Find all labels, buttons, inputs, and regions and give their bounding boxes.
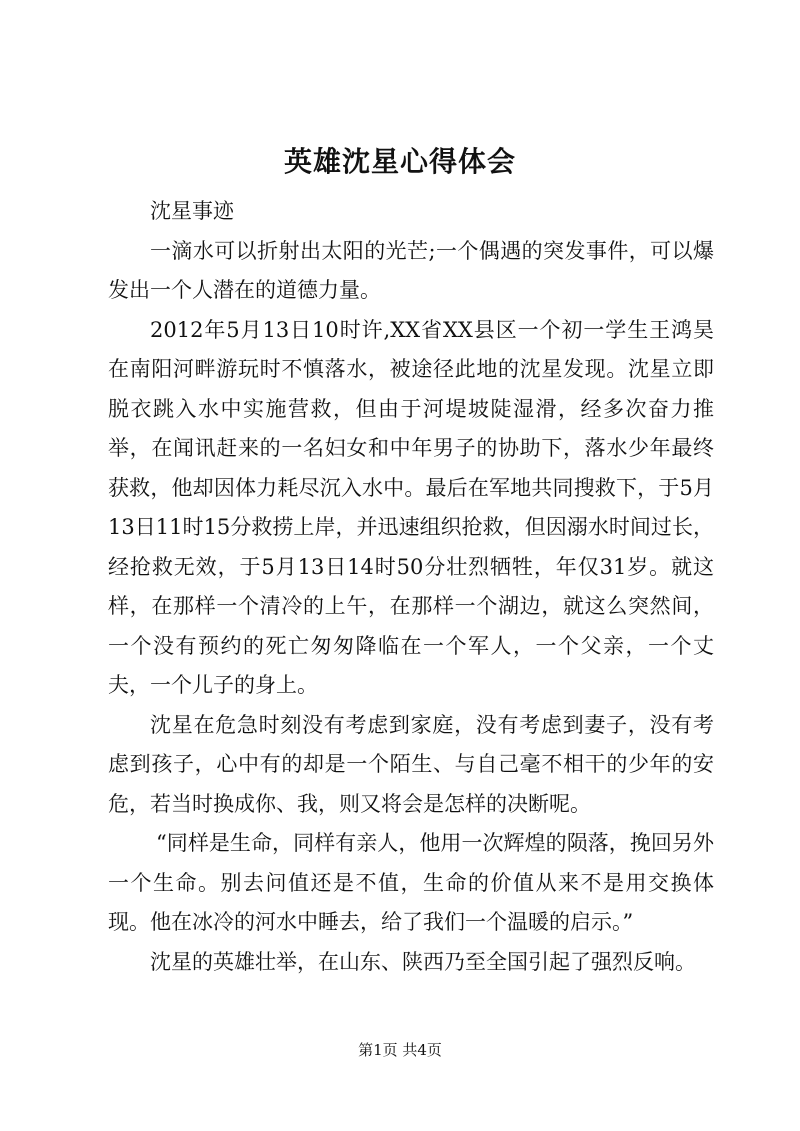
- document-title: 英雄沈星心得体会: [283, 145, 516, 178]
- paragraph-impact: 沈星的英雄壮举，在山东、陕西乃至全国引起了强烈反响。: [150, 949, 696, 974]
- section-heading: 沈星事迹: [150, 199, 234, 223]
- paragraph-quote: “同样是生命，同样有亲人，他用一次辉煌的陨落，挽回另外一个生命。别去问值还是不值，生命的价值从来不是用交换体现。他在冰冷的河水中睡去，给了我们一个温暖的启示。”: [108, 831, 714, 934]
- page-number: 第1页 共4页: [358, 1041, 442, 1059]
- paragraph-event: 2012年5月13日10时许,XX省XX县区一个初一学生王鸿昊在南阳河畔游玩时不慎落水，被途径此地的沈星发现。沈星立即脱衣跳入水中实施营救，但由于河堤坡陡湿滑，经多次奋力推举，在闻讯赶来的一名妇女和中年男子的协助下，落水少年最终获救，他却因体力耗尽沉入水中。最后在军地共同搜救下，于5月13日11时15分救捞上岸，并迅速组织抢救，但因溺水时间过长，经抢救无效，于5月13日14时50分壮烈牺牲，年仅31岁。就这样，在那样一个清冷的上午，在那样一个湖边，就这么突然间，一个没有预约的死亡匆匆降临在一个军人，一个父亲，一个丈夫，一个儿子的身上。: [108, 317, 714, 697]
- paragraph-reflection: 沈星在危急时刻没有考虑到家庭，没有考虑到妻子，没有考虑到孩子，心中有的却是一个陌生、与自己毫不相干的少年的安危，若当时换成你、我，则又将会是怎样的决断呢。: [108, 712, 714, 816]
- paragraph-intro: 一滴水可以折射出太阳的光芒;一个偶遇的突发事件，可以爆发出一个人潜在的道德力量。: [108, 238, 714, 302]
- document-body: [108, 192, 714, 982]
